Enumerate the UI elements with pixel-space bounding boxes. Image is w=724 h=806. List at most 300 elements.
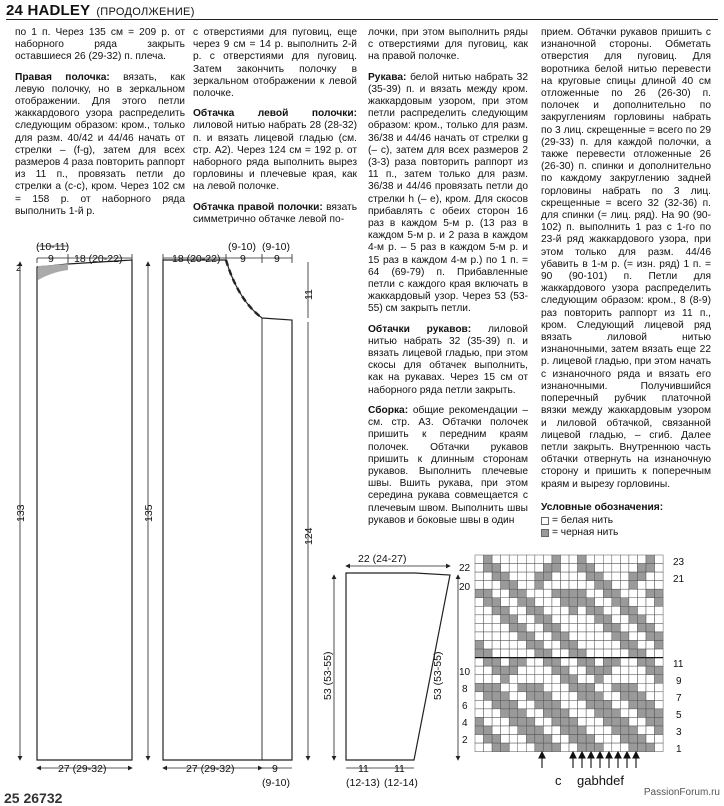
- chart-row-label: 3: [676, 727, 682, 738]
- chart-cell: [535, 555, 544, 564]
- legend-title: Условные обозначения:: [541, 502, 664, 513]
- chart-cell: [552, 598, 561, 607]
- chart-cell: [655, 735, 664, 744]
- chart-cell: [603, 572, 612, 581]
- chart-cell: [475, 658, 484, 667]
- chart-cell: [552, 666, 561, 675]
- chart-cell: [543, 632, 552, 641]
- chart-cell: [637, 735, 646, 744]
- chart-cell: [586, 743, 595, 752]
- back-top-seg-label: 9: [48, 253, 54, 265]
- chart-cell: [484, 564, 493, 573]
- chart-cell: [620, 726, 629, 735]
- chart-cell: [655, 726, 664, 735]
- chart-cell: [518, 606, 527, 615]
- chart-cell: [543, 717, 552, 726]
- chart-cell: [501, 666, 510, 675]
- chart-cell: [561, 632, 570, 641]
- chart-cell: [518, 649, 527, 658]
- chart-cell: [612, 649, 621, 658]
- chart-cell: [484, 589, 493, 598]
- chart-cell: [492, 735, 501, 744]
- chart-cell: [543, 606, 552, 615]
- chart-cell: [637, 598, 646, 607]
- chart-cell: [484, 700, 493, 709]
- chart-cell: [535, 717, 544, 726]
- chart-cell: [501, 709, 510, 718]
- chart-cell: [595, 564, 604, 573]
- arrow-up-icon: [615, 752, 621, 758]
- chart-cell: [484, 606, 493, 615]
- chart-cell: [492, 683, 501, 692]
- chart-cell: [646, 632, 655, 641]
- chart-cell: [535, 666, 544, 675]
- chart-cell: [475, 649, 484, 658]
- chart-cell: [612, 743, 621, 752]
- chart-cell: [655, 632, 664, 641]
- chart-cell: [586, 675, 595, 684]
- chart-cell: [655, 666, 664, 675]
- chart-cell: [595, 700, 604, 709]
- chart-cell: [637, 692, 646, 701]
- chart-cell: [586, 589, 595, 598]
- chart-cell: [543, 589, 552, 598]
- chart-cell: [509, 692, 518, 701]
- chart-cell: [595, 692, 604, 701]
- arrow-label-gabhdef: gabhdef: [577, 773, 624, 788]
- chart-cell: [578, 572, 587, 581]
- chart-cell: [586, 623, 595, 632]
- chart-cell: [526, 683, 535, 692]
- chart-cell: [484, 615, 493, 624]
- chart-cell: [578, 726, 587, 735]
- chart-cell: [543, 683, 552, 692]
- chart-cell: [509, 555, 518, 564]
- chart-cell: [620, 632, 629, 641]
- sleeve-left-label: 53 (53-55): [322, 651, 334, 700]
- chart-cell: [612, 632, 621, 641]
- chart-cell: [543, 581, 552, 590]
- chart-cell: [569, 726, 578, 735]
- arrow-up-icon: [606, 752, 612, 758]
- chart-cell: [629, 649, 638, 658]
- chart-cell: [569, 717, 578, 726]
- chart-cell: [501, 735, 510, 744]
- chart-cell: [535, 564, 544, 573]
- chart-cell: [526, 623, 535, 632]
- chart-cell: [509, 641, 518, 650]
- chart-cell: [501, 641, 510, 650]
- chart-cell: [518, 726, 527, 735]
- chart-cell: [646, 717, 655, 726]
- chart-cell: [578, 735, 587, 744]
- chart-cell: [484, 649, 493, 658]
- chart-cell: [646, 641, 655, 650]
- chart-cell: [603, 726, 612, 735]
- chart-cell: [509, 581, 518, 590]
- chart-cell: [492, 632, 501, 641]
- chart-cell: [586, 581, 595, 590]
- chart-cell: [561, 700, 570, 709]
- chart-cell: [646, 615, 655, 624]
- chart-cell: [492, 658, 501, 667]
- chart-cell: [612, 658, 621, 667]
- chart-cell: [595, 641, 604, 650]
- chart-cell: [484, 666, 493, 675]
- chart-cell: [569, 675, 578, 684]
- chart-cell: [535, 658, 544, 667]
- chart-cell: [629, 606, 638, 615]
- chart-cell: [526, 606, 535, 615]
- chart-row-label: 8: [462, 684, 468, 695]
- chart-cell: [637, 726, 646, 735]
- chart-cell: [561, 606, 570, 615]
- chart-cell: [569, 632, 578, 641]
- chart-cell: [518, 589, 527, 598]
- chart-cell: [637, 675, 646, 684]
- chart-cell: [646, 666, 655, 675]
- chart-cell: [629, 692, 638, 701]
- chart-cell: [578, 632, 587, 641]
- paragraph: с отверстиями для пуговиц, еще через 9 см = 14 р. выполнить 2-й р. с отверстиями для пуговиц. Затем закончить полочку в зеркальном отображении к левой полочке.: [193, 27, 357, 100]
- chart-cell: [603, 717, 612, 726]
- chart-cell: [492, 649, 501, 658]
- chart-cell: [475, 717, 484, 726]
- legend-black: = черная нить: [541, 527, 663, 540]
- chart-cell: [535, 675, 544, 684]
- chart-cell: [620, 683, 629, 692]
- chart-cell: [569, 666, 578, 675]
- page-number-stub: 25 26732: [4, 790, 63, 806]
- chart-cell: [569, 581, 578, 590]
- chart-cell: [509, 632, 518, 641]
- chart-cell: [620, 598, 629, 607]
- chart-cell: [535, 735, 544, 744]
- chart-cell: [578, 666, 587, 675]
- back-small-label: 2: [16, 263, 22, 273]
- chart-cell: [509, 709, 518, 718]
- chart-cell: [543, 735, 552, 744]
- chart-cell: [501, 649, 510, 658]
- chart-cell: [543, 649, 552, 658]
- chart-cell: [543, 564, 552, 573]
- arrow-up-icon: [579, 752, 585, 758]
- chart-cell: [484, 632, 493, 641]
- legend-white: = белая нить: [541, 515, 663, 528]
- chart-cell: [535, 572, 544, 581]
- chart-cell: [569, 700, 578, 709]
- chart-cell: [620, 555, 629, 564]
- chart-cell: [620, 658, 629, 667]
- chart-cell: [475, 564, 484, 573]
- chart-row-label: 11: [673, 659, 684, 670]
- chart-cell: [620, 589, 629, 598]
- chart-cell: [518, 675, 527, 684]
- chart-cell: [552, 735, 561, 744]
- paragraph-right-band: Обтачка правой полочки: вязать симметрично обтачке левой по-: [193, 201, 357, 225]
- chart-cell: [578, 581, 587, 590]
- chart-cell: [629, 726, 638, 735]
- chart-cell: [578, 623, 587, 632]
- chart-cell: [620, 649, 629, 658]
- chart-cell: [578, 709, 587, 718]
- chart-cell: [595, 658, 604, 667]
- chart-cell: [595, 666, 604, 675]
- chart-row-label: 7: [676, 693, 682, 704]
- chart-cell: [561, 735, 570, 744]
- chart-cell: [526, 743, 535, 752]
- chart-cell: [526, 709, 535, 718]
- arrow-up-icon: [633, 752, 639, 758]
- chart-cell: [612, 726, 621, 735]
- chart-cell: [475, 589, 484, 598]
- chart-cell: [646, 555, 655, 564]
- chart-cell: [543, 692, 552, 701]
- chart-cell: [637, 623, 646, 632]
- back-shoulder-shade: [38, 264, 68, 280]
- chart-cell: [484, 572, 493, 581]
- chart-cell: [603, 666, 612, 675]
- chart-cell: [595, 581, 604, 590]
- front-height-label: 135: [143, 504, 155, 522]
- chart-cell: [492, 615, 501, 624]
- paragraph-sleeves: Рукава: белой нитью набрать 32 (35-39) п. и вязать между кром. жаккардовым узором, при этом петли распределить следующим образом: кром., только для разм. 36/38 и 44/46 начать от стрелки g (– c), затем для всех размеров 2 (3-3) раза повторить раппорт из 11 п., затем только для разм. 36/38 и 44/46 провязать петли до стрелки h (– e), кром. Для скосов прибавлять с обеих сторон 16 раз в каждом 5-м р. (13 раз в каждом 5-м р. и 2 раза в каждом 4-м р. – 5 раз в каждом 5-м р. и 15 раз в каждом 4-м р.) по 1 п. = 64 (69-79) п. Прибавленные петли с каждого края включать в жаккардовый узор. Через 53 (53-55) см закрыть петли.: [368, 71, 528, 315]
- chart-cell: [595, 743, 604, 752]
- chart-cell: [501, 623, 510, 632]
- chart-cell: [603, 700, 612, 709]
- chart-cell: [561, 641, 570, 650]
- chart-cell: [569, 692, 578, 701]
- chart-cell: [612, 700, 621, 709]
- chart-cell: [535, 641, 544, 650]
- chart-cell: [475, 555, 484, 564]
- chart-cell: [578, 649, 587, 658]
- chart-cell: [595, 589, 604, 598]
- chart-cell: [475, 709, 484, 718]
- chart-cell: [492, 717, 501, 726]
- chart-cell: [535, 581, 544, 590]
- chart-cell: [569, 564, 578, 573]
- arrow-up-icon: [624, 752, 630, 758]
- chart-cell: [552, 606, 561, 615]
- chart-cell: [637, 564, 646, 573]
- chart-cell: [603, 632, 612, 641]
- chart-cell: [569, 589, 578, 598]
- chart-row-label: 1: [676, 744, 682, 755]
- chart-cell: [518, 598, 527, 607]
- chart-cell: [620, 641, 629, 650]
- chart-cell: [561, 581, 570, 590]
- chart-cell: [484, 641, 493, 650]
- chart-cell: [535, 649, 544, 658]
- chart-cell: [552, 717, 561, 726]
- chart-cell: [543, 743, 552, 752]
- chart-cell: [509, 675, 518, 684]
- chart-cell: [629, 709, 638, 718]
- chart-cell: [603, 623, 612, 632]
- chart-cell: [595, 649, 604, 658]
- chart-cell: [578, 564, 587, 573]
- sleeve-right-label: 53 (53-55): [432, 651, 444, 700]
- chart-cell: [492, 606, 501, 615]
- chart-cell: [535, 743, 544, 752]
- chart-cell: [501, 606, 510, 615]
- chart-cell: [637, 632, 646, 641]
- front-bottom-small: 9: [272, 763, 278, 775]
- chart-cell: [492, 598, 501, 607]
- chart-cell: [484, 709, 493, 718]
- chart-cell: [561, 743, 570, 752]
- chart-cell: [586, 555, 595, 564]
- chart-cell: [543, 623, 552, 632]
- chart-cell: [612, 572, 621, 581]
- chart-cell: [526, 735, 535, 744]
- chart-cell: [501, 581, 510, 590]
- arrow-up-icon: [597, 752, 603, 758]
- chart-cell: [509, 615, 518, 624]
- chart-cell: [655, 589, 664, 598]
- chart-cell: [586, 606, 595, 615]
- chart-cell: [595, 606, 604, 615]
- chart-cell: [612, 735, 621, 744]
- chart-cell: [578, 675, 587, 684]
- chart-cell: [526, 581, 535, 590]
- chart-cell: [612, 717, 621, 726]
- chart-cell: [475, 606, 484, 615]
- chart-cell: [509, 623, 518, 632]
- page-subtitle: (ПРОДОЛЖЕНИЕ): [96, 6, 195, 18]
- chart-row-label: 6: [462, 701, 468, 712]
- chart-cell: [586, 709, 595, 718]
- chart-cell: [509, 649, 518, 658]
- chart-cell: [535, 692, 544, 701]
- chart-cell: [501, 717, 510, 726]
- chart-cell: [501, 564, 510, 573]
- chart-cell: [535, 726, 544, 735]
- chart-row-label: 20: [459, 582, 471, 593]
- chart-cell: [646, 692, 655, 701]
- chart-row-label: 2: [462, 735, 468, 746]
- chart-cell: [612, 675, 621, 684]
- chart-cell: [561, 658, 570, 667]
- chart-cell: [620, 692, 629, 701]
- chart-cell: [629, 623, 638, 632]
- chart-cell: [501, 743, 510, 752]
- front-top-seg2: 9: [274, 253, 280, 265]
- chart-cell: [484, 623, 493, 632]
- chart-cell: [492, 589, 501, 598]
- front-top-b: (9-10): [262, 241, 291, 253]
- chart-cell: [543, 666, 552, 675]
- chart-cell: [655, 683, 664, 692]
- chart-cell: [586, 598, 595, 607]
- chart-cell: [501, 572, 510, 581]
- chart-cell: [612, 598, 621, 607]
- chart-cell: [629, 641, 638, 650]
- chart-cell: [629, 666, 638, 675]
- chart-cell: [561, 555, 570, 564]
- chart-cell: [518, 555, 527, 564]
- chart-cell: [637, 555, 646, 564]
- sleeve-top-label: 22 (24-27): [358, 553, 407, 565]
- chart-cell: [475, 743, 484, 752]
- chart-cell: [543, 675, 552, 684]
- chart-cell: [620, 735, 629, 744]
- chart-cell: [655, 564, 664, 573]
- chart-cell: [509, 726, 518, 735]
- chart-cell: [552, 675, 561, 684]
- chart-cell: [518, 641, 527, 650]
- chart-cell: [646, 700, 655, 709]
- chart-cell: [518, 683, 527, 692]
- chart-cell: [484, 581, 493, 590]
- chart-cell: [518, 623, 527, 632]
- chart-cell: [586, 641, 595, 650]
- chart-cell: [543, 700, 552, 709]
- chart-cell: [612, 709, 621, 718]
- chart-cell: [492, 572, 501, 581]
- chart-cell: [603, 581, 612, 590]
- arrow-up-icon: [570, 752, 576, 758]
- chart-row-label: 4: [462, 718, 468, 729]
- paragraph-sleeve-bands: Обтачки рукавов: лиловой нитью набрать 32 (35-39) п. и вязать лицевой гладью, при этом скосы для обтачек выполнить, как на рукавах. Через 15 см от наборного ряда петли закрыть.: [368, 323, 528, 396]
- chart-cell: [509, 589, 518, 598]
- chart-cell: [475, 692, 484, 701]
- chart-cell: [637, 615, 646, 624]
- chart-cell: [543, 709, 552, 718]
- chart-cell: [655, 675, 664, 684]
- chart-cell: [620, 615, 629, 624]
- chart-cell: [475, 632, 484, 641]
- chart-cell: [637, 658, 646, 667]
- chart-cell: [646, 735, 655, 744]
- chart-cell: [484, 735, 493, 744]
- chart-cell: [543, 641, 552, 650]
- chart-cell: [561, 683, 570, 692]
- chart-cell: [637, 743, 646, 752]
- arrow-up-icon: [588, 752, 594, 758]
- chart-arrows: [539, 752, 639, 768]
- chart-cell: [569, 683, 578, 692]
- chart-cell: [526, 615, 535, 624]
- chart-cell: [552, 700, 561, 709]
- chart-cell: [578, 658, 587, 667]
- chart-cell: [475, 700, 484, 709]
- chart-cell: [492, 641, 501, 650]
- chart-cell: [518, 572, 527, 581]
- chart-cell: [629, 700, 638, 709]
- chart-cell: [552, 709, 561, 718]
- chart-cell: [535, 589, 544, 598]
- chart-cell: [475, 623, 484, 632]
- chart-cell: [569, 555, 578, 564]
- chart-cell: [569, 606, 578, 615]
- chart-cell: [561, 564, 570, 573]
- chart-cell: [655, 615, 664, 624]
- chart-cell: [578, 606, 587, 615]
- chart-cell: [518, 709, 527, 718]
- chart-cell: [655, 717, 664, 726]
- chart-cell: [629, 632, 638, 641]
- chart-cell: [526, 666, 535, 675]
- chart-cell: [612, 606, 621, 615]
- chart-cell: [475, 615, 484, 624]
- chart-cell: [518, 632, 527, 641]
- chart-cell: [526, 717, 535, 726]
- back-top-left-label: (10-11): [36, 241, 70, 253]
- chart-cell: [603, 641, 612, 650]
- chart-row-label: 5: [676, 710, 682, 721]
